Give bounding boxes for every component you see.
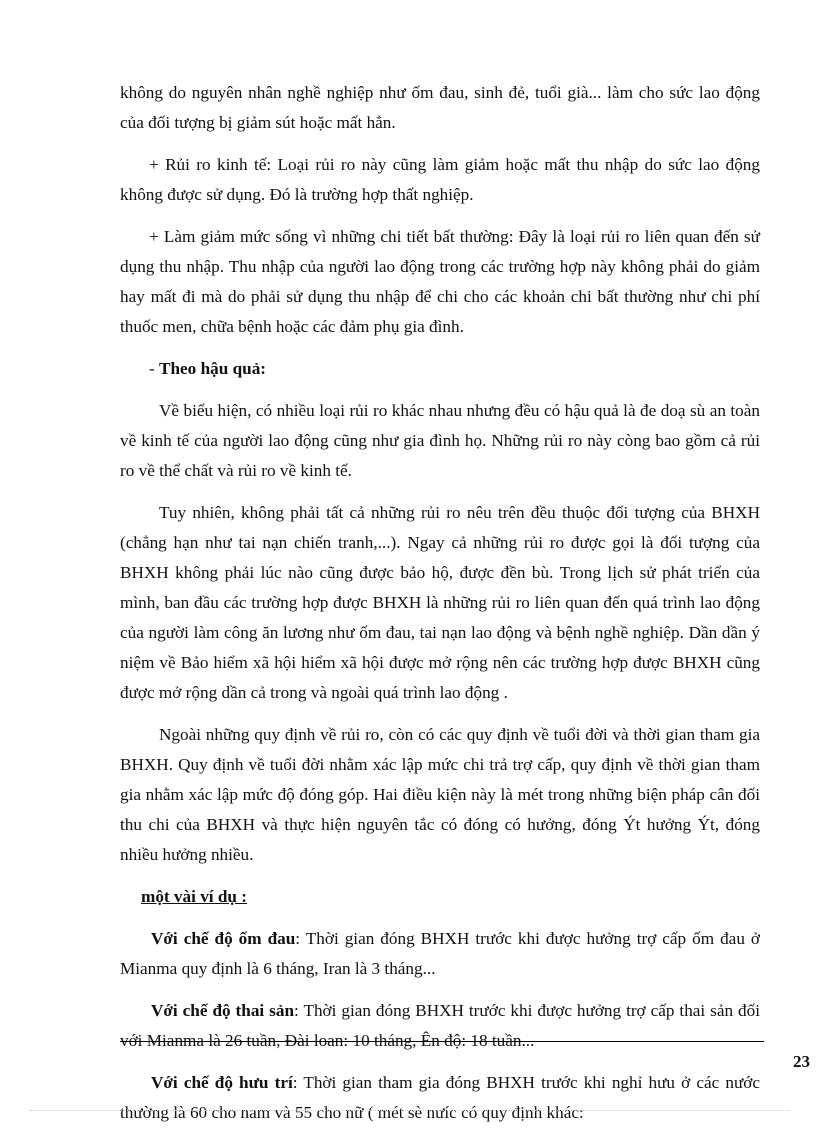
subheading-dash: -	[149, 359, 160, 378]
sickness-label: Với chế độ ốm đau	[151, 929, 296, 948]
paragraph-age-regulation: Ngoài những quy định về rủi ro, còn có các quy định về tuổi đời và thời gian tham gia BHXH. Quy định về tuổi đời nhằm xác lập mức chi trả trợ cấp, quy định về thời gian tham gia nhằm xác lập mức độ đóng góp. Hai điều kiện này là mét trong những biện pháp cân đối thu chi của BHXH và thực hiện nguyên tắc có đóng có hưởng, đóng Ýt hưởng Ýt, đóng nhiều hưởng nhiều.	[120, 725, 760, 864]
subheading-by-consequence	[120, 354, 760, 384]
maternity-text: : Thời gian đóng BHXH trước khi được hưởng trợ cấp thai sản đối với Mianma là 26 tuần, Đài loan: 10 tháng, Ên độ: 18 tuần...	[120, 1001, 760, 1050]
examples-heading	[120, 882, 760, 912]
page-number: 23	[793, 1052, 810, 1071]
examples-heading-text: một vài ví dụ :	[141, 887, 247, 906]
paragraph-maternity-example	[120, 996, 760, 1056]
page-bottom-dotted-line	[30, 1110, 790, 1111]
subheading-text: Theo hậu quả:	[159, 359, 267, 378]
paragraph-sickness-example	[120, 924, 760, 984]
paragraph-economic-risk: + Rủi ro kinh tế: Loại rủi ro này cũng làm giảm hoặc mất thu nhập do sức lao động không được sử dụng. Đó là trường hợp thất nghiệp.	[120, 155, 760, 204]
footer-rule	[120, 1041, 764, 1042]
body-text	[120, 78, 760, 1140]
retirement-label: Với chế độ hưu trí	[151, 1073, 293, 1092]
paragraph-however: Tuy nhiên, không phải tất cả những rủi ro nêu trên đều thuộc đối tượng của BHXH (chẳng hạn như tai nạn chiến tranh,...). Ngay cả những rủi ro được gọi là đối tượng của BHXH không phải lúc nào cũng được bảo hộ, được đền bù. Trong lịch sử phát triển của mình, ban đầu các trường hợp được BHXH là những rủi ro liên quan đến quá trình lao động của người làm công ăn lương như ốm đau, tai nạn lao động và bệnh nghề nghiệp. Dần dần ý niệm về Bảo hiểm xã hội hiểm xã hội được mở rộng nên các trường hợp được BHXH cũng được mở rộng dần cả trong và ngoài quá trình lao động .	[120, 503, 760, 702]
paragraph-living-standard: + Làm giảm mức sống vì những chi tiết bất thường: Đây là loại rủi ro liên quan đến sử dụng thu nhập. Thu nhập của người lao động trong các trường hợp này không phải do giảm hay mất đi mà do phải sử dụng thu nhập để chi cho các khoản chi bất thường như chi phí thuốc men, chữa bệnh hoặc các đảm phụ gia đình.	[120, 227, 760, 336]
sickness-text: : Thời gian đóng BHXH trước khi được hưởng trợ cấp ốm đau ở Mianma quy định là 6 tháng, Iran là 3 tháng...	[120, 929, 760, 978]
maternity-label: Với chế độ thai sản	[151, 1001, 295, 1020]
paragraph-retirement-example	[120, 1068, 760, 1128]
paragraph-1: không do nguyên nhân nghề nghiệp như ốm đau, sinh đẻ, tuổi già... làm cho sức lao động của đối tượng bị giảm sút hoặc mất hẳn.	[120, 83, 760, 132]
paragraph-manifestation: Về biểu hiện, có nhiều loại rủi ro khác nhau nhưng đều có hậu quả là đe doạ sù an toàn về kinh tế của người lao động cũng như gia đình họ. Những rủi ro này còng bao gồm cả rủi ro về thể chất và rủi ro về kinh tế.	[120, 401, 760, 480]
retirement-text: : Thời gian tham gia đóng BHXH trước khi nghỉ hưu ở các nước thường là 60 cho nam và 55 cho nữ ( mét sè nưíc có quy định khác:	[120, 1073, 761, 1122]
